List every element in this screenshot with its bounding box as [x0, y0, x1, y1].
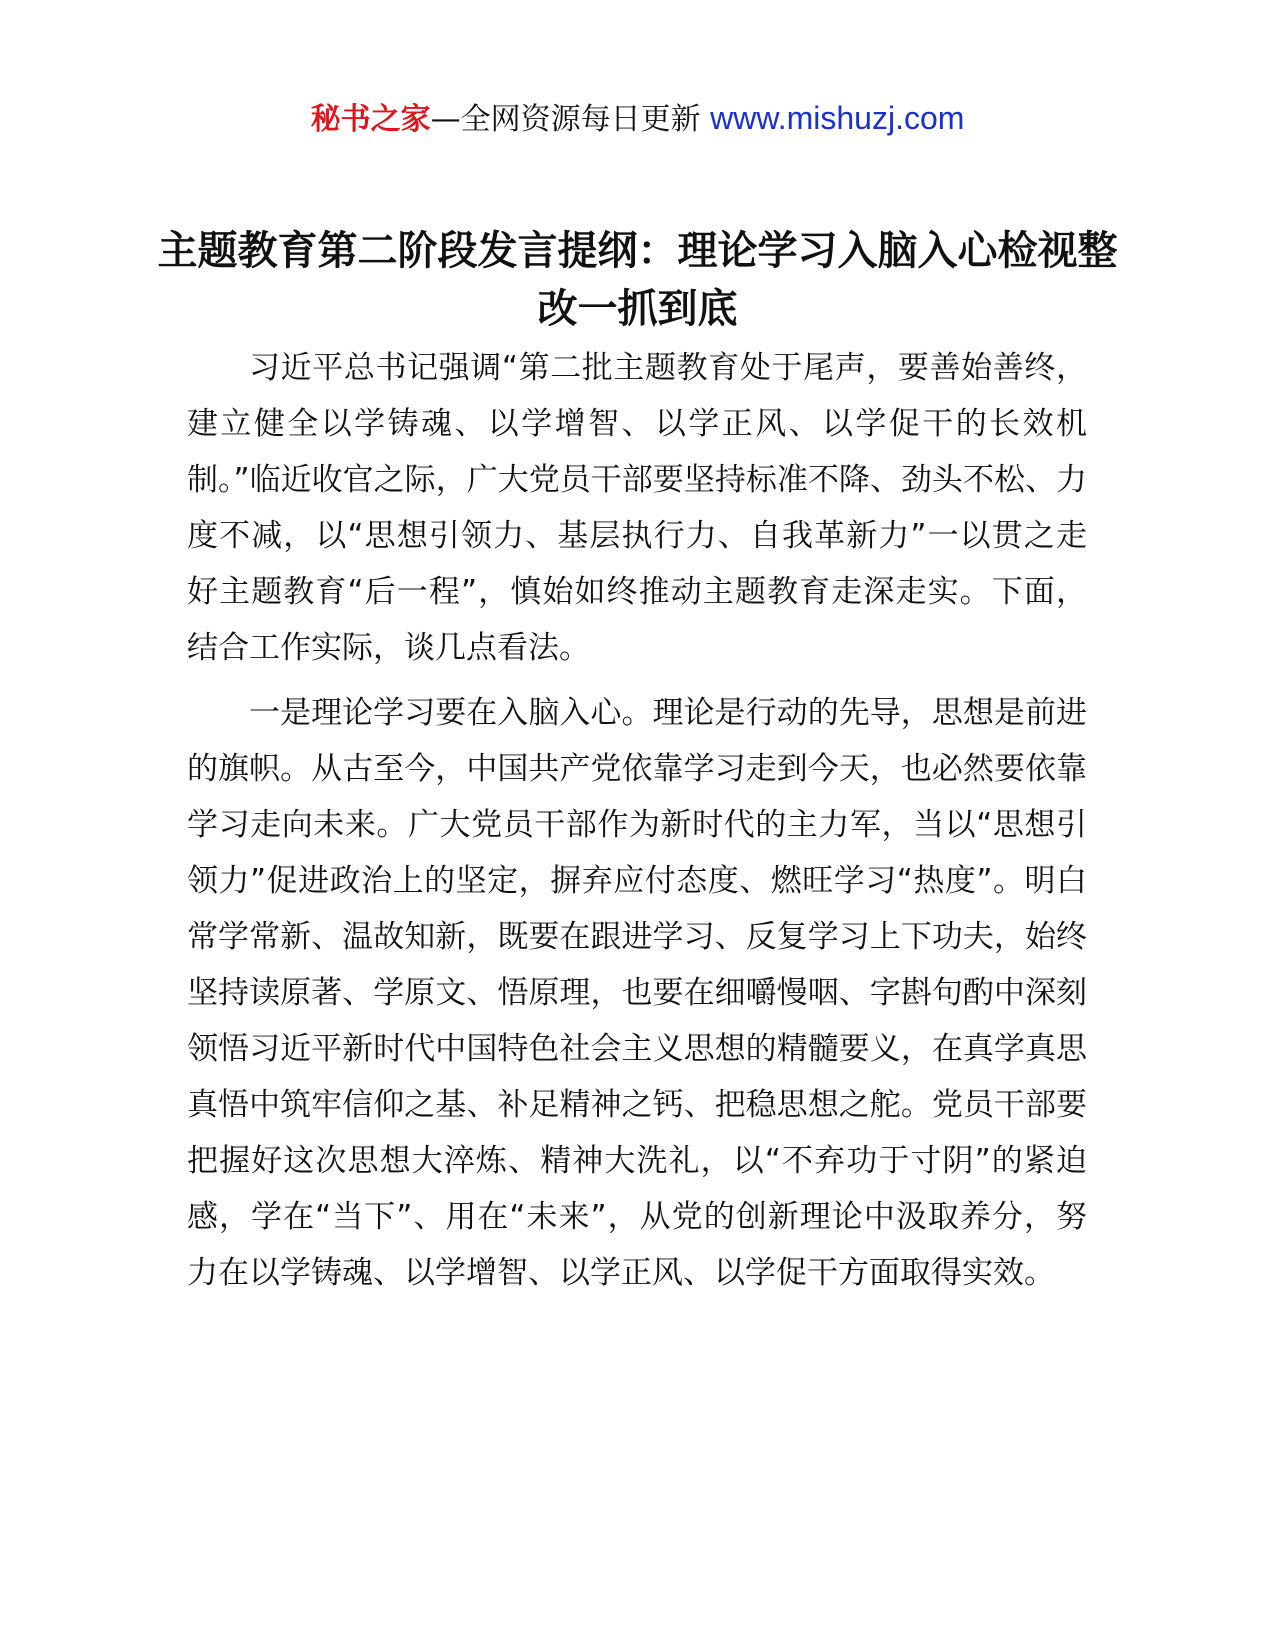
site-brand: 秘书之家 — [310, 102, 431, 137]
paragraph-intro: 习近平总书记强调“第二批主题教育处于尾声，要善始善终，建立健全以学铸魂、以学增智、以学正风、以学促干的长效机制。”临近收官之际，广大党员干部要坚持标准不降、劲头不松、力度不减，以“思想引领力、基层执行力、自我革新力”一以贯之走好主题教育“后一程”，慎始如终推动主题教育走深走实。下面，结合工作实际，谈几点看法。 — [187, 350, 1087, 666]
document-title: 主题教育第二阶段发言提纲：理论学习入脑入心检视整改一抓到底 — [157, 228, 1118, 332]
document-body — [187, 340, 1087, 1310]
site-header — [0, 98, 1275, 140]
site-url-link[interactable]: www.mishuzj.com — [710, 100, 965, 136]
site-tagline: —全网资源每日更新 — [430, 102, 711, 137]
paragraph-theory-study: 一是理论学习要在入脑入心。理论是行动的先导，思想是前进的旗帜。从古至今，中国共产党依靠学习走到今天，也必然要依靠学习走向未来。广大党员干部作为新时代的主力军，当以“思想引领力”促进政治上的坚定，摒弃应付态度、燃旺学习“热度”。明白常学常新、温故知新，既要在跟进学习、反复学习上下功夫，始终坚持读原著、学原文、悟原理，也要在细嚼慢咽、字斟句酌中深刻领悟习近平新时代中国特色社会主义思想的精髓要义，在真学真思真悟中筑牢信仰之基、补足精神之钙、把稳思想之舵。党员干部要把握好这次思想大淬炼、精神大洗礼，以“不弃功于寸阴”的紧迫感，学在“当下”、用在“未来”，从党的创新理论中汲取养分，努力在以学铸魂、以学增智、以学正风、以学促干方面取得实效。 — [187, 695, 1087, 1291]
